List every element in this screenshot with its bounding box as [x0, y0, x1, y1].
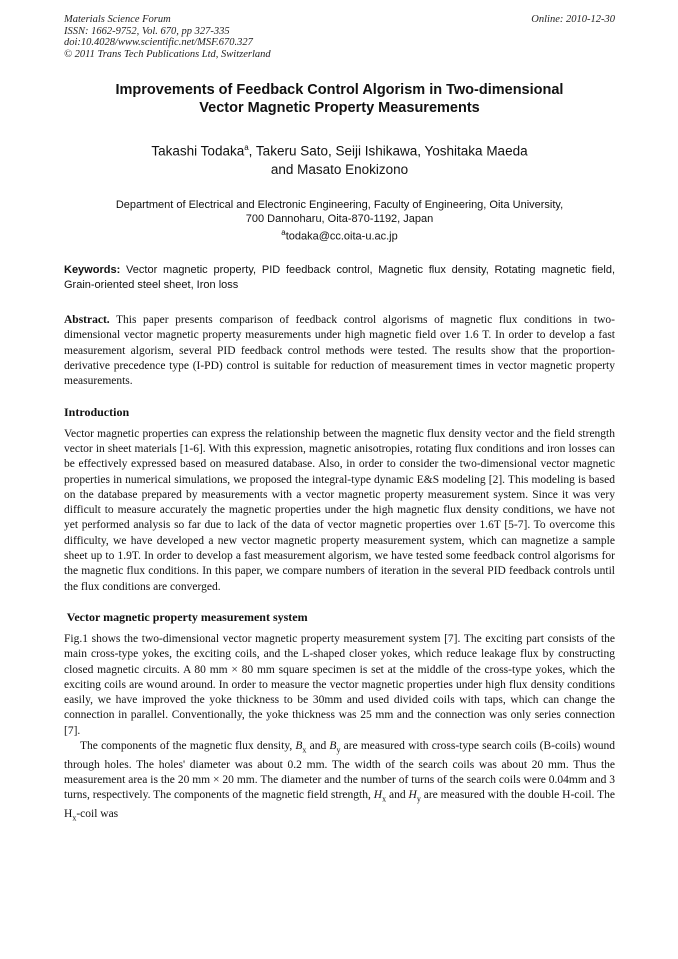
symbol-hy: H [408, 789, 417, 802]
journal-header [64, 14, 615, 60]
abstract-text: This paper presents comparison of feedback control algorisms of magnetic flux conditions in two-dimensional vector magnetic property measurements under high magnetic field over 1.6 T. In order to develop a fast measurement algorism, several PID feedback control methods were tested. The results show that the proportion-derivative precedence type (I-PD) control is suitable for reduction of measurement times in vector magnetic property measurements. [64, 314, 615, 388]
keywords-label: Keywords: [64, 264, 121, 277]
author-line-1 [64, 139, 615, 161]
paper-title [64, 81, 615, 117]
affiliation [64, 198, 615, 244]
keywords-text: Vector magnetic property, PID feedback control, Magnetic flux density, Rotating magnetic field, Grain-oriented steel sheet, Iron loss [64, 264, 615, 292]
text-run: The components of the magnetic flux density, [80, 739, 296, 752]
subscript: y [336, 745, 341, 755]
section-heading-measurement-system: Vector magnetic property measurement system [64, 609, 308, 624]
subscript: x [302, 745, 307, 755]
first-author: Takashi Todaka [151, 143, 245, 159]
title-line-2: Vector Magnetic Property Measurements [199, 100, 480, 116]
author-superscript: a [244, 143, 249, 152]
email-line [64, 226, 615, 244]
journal-name: Materials Science Forum [64, 14, 171, 25]
other-authors: , Takeru Sato, Seiji Ishikawa, Yoshitaka Maeda [248, 143, 528, 159]
keywords-block [64, 263, 615, 293]
symbol-hx: H [373, 789, 383, 802]
abstract-block [64, 313, 615, 389]
title-line-1: Improvements of Feedback Control Algorism in Two-dimensional [115, 82, 564, 98]
symbol-bx: B [295, 739, 303, 752]
subscript: x [72, 813, 77, 823]
author-email[interactable]: todaka@cc.oita-u.ac.jp [285, 230, 398, 243]
text-run: are measured with cross-type search coils (B-coils) wound through holes. The holes' diameter was about 0.2 mm. The width of the search coils was about 20 mm. Thus the measurement area is the 20 mm × 20 mm. The diameter and the number of turns of the search coils were 0.04mm and 3 turns, respectively. The components of the magnetic field strength, [64, 739, 615, 802]
introduction-paragraph: Vector magnetic properties can express the relationship between the magnetic flux density vector and the field strength vector in sheet materials [1-6]. With this expression, magnetic anisotropies, rotating flux conditions and iron losses can be effectively expressed based on measured database. Also, in order to consider the two-dimensional vector magnetic properties in numerical simulations, we proposed the integral-type dynamic E&S modeling [2]. This modeling is based on the database prepared by measurements with a vector magnetic property measurement system. Since it was very difficult to measure accurately the magnetic properties under the high magnetic flux density conditions, we have not yet performed analysis so far due to lack of the data of vector magnetic properties over 1.6T [5-7]. To overcome this difficulty, we have developed a new vector magnetic property measurement system, which can magnetize a sample sheet up to 1.9T. In order to develop a fast measurement algorism, we have tested some feedback control algorisms for the magnetic flux conditions. In this paper, we compare numbers of iteration in the several PID feedback controls until the flux conditions are converged. [64, 427, 615, 593]
symbol-by: B [329, 739, 337, 752]
author-list [64, 139, 615, 179]
email-superscript: a [281, 227, 286, 237]
doi-line[interactable]: doi:10.4028/www.scientific.net/MSF.670.327 [64, 37, 253, 48]
text-run: -coil was [76, 807, 119, 820]
online-date: Online: 2010-12-30 [531, 14, 615, 25]
subscript: y [416, 794, 421, 804]
section-heading-introduction: Introduction [64, 404, 130, 419]
abstract-label: Abstract. [64, 314, 110, 327]
issn-line: ISSN: 1662-9752, Vol. 670, pp 327-335 [64, 25, 230, 37]
measurement-system-paragraph-1: Fig.1 shows the two-dimensional vector magnetic property measurement system [7]. The exciting part consists of the main cross-type yokes, the exciting coils, and the L-shaped closer yokes, which reduce leakage flux by constructing closed magnetic circuits. A 80 mm × 80 mm square specimen is set at the middle of the cross-type yokes, which the exciting coils are wound around. In order to measure the vector magnetic properties under high flux density conditions easily, we have improved the yoke thickness to be 30mm and used divided coils with taps, which can change the connection in parallel. Conventionally, the yoke thickness was 25 mm and the connection was only series connection [7]. [64, 632, 615, 737]
paper-page [64, 14, 615, 825]
author-line-2: and Masato Enokizono [270, 161, 409, 177]
copyright-line: © 2011 Trans Tech Publications Ltd, Switzerland [64, 48, 271, 60]
affiliation-line-2: 700 Dannoharu, Oita-870-1192, Japan [245, 212, 434, 225]
measurement-system-paragraph-2 [64, 739, 615, 825]
affiliation-line-1: Department of Electrical and Electronic Engineering, Faculty of Engineering, Oita University, [115, 198, 564, 211]
text-run: are measured with the double H-coil. The H [64, 789, 615, 820]
text-run: and [386, 789, 409, 802]
text-run: and [306, 739, 330, 752]
subscript: x [382, 794, 387, 804]
